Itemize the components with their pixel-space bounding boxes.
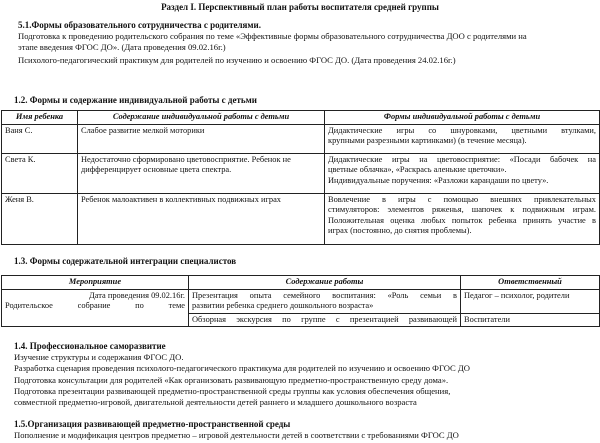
forms-line: Вовлечение в игры с помощью внешних привлекательных <box>328 194 596 204</box>
forms-cell <box>325 124 600 153</box>
individual-work-table <box>1 110 600 245</box>
child-name-cell: Ваня С. <box>2 124 78 153</box>
section-5-1-line: этапе введения ФГОС ДО». (Дата проведения 09.02.16г.) <box>18 42 226 52</box>
section-1-3-heading: 1.3. Формы содержательной интеграции специалистов <box>14 256 237 266</box>
section-1-4-line: Подготовка презентации развивающей предметно-пространственной среды группы как условия обеспечения общения, <box>14 386 451 396</box>
section-1-4-line: Разработка сценария проведения психолого-педагогического практикума для родителей по изучению и освоению ФГОС ДО <box>14 363 470 373</box>
section-1-4-heading: 1.4. Профессиональное саморазвитие <box>14 341 166 351</box>
content-line: развитии ребенка среднего дошкольного возраста» <box>192 301 374 310</box>
child-name-cell: Света К. <box>2 153 78 193</box>
table-row <box>2 289 600 313</box>
forms-line: Индивидуальные поручения: «Разложи карандаши по цвету». <box>328 175 549 185</box>
content-cell <box>189 313 461 327</box>
forms-line: цветные облачка», «Раскрась аленькие цветочки». <box>328 165 507 174</box>
content-cell: Ребенок малоактивен в коллективных подвижных играх <box>78 193 325 244</box>
forms-line: стимуляторов: элементов ряженья, шапочек к подвижным играм. <box>328 205 596 214</box>
content-line: Обзорная экскурсия по группе с презентацией развивающей <box>192 314 457 324</box>
table-row <box>2 193 600 244</box>
section-1-2-heading: 1.2. Формы и содержание индивидуальной работы с детьми <box>14 95 257 105</box>
table-header-row <box>2 276 600 290</box>
section-1-4-line: Изучение структуры и содержания ФГОС ДО. <box>14 352 184 362</box>
section-1-4-line: Подготовка консультации для родителей «Как организовать развивающую предметно-пространственную среду дома». <box>14 375 449 385</box>
event-name: Родительское собрание по теме <box>5 301 185 310</box>
forms-cell <box>325 193 600 244</box>
responsible-cell: Педагог – психолог, родители <box>461 289 600 313</box>
content-cell: Слабое развитие мелкой моторики <box>78 124 325 153</box>
section-1-5-line: Пополнение и модификация центров предметно – игровой деятельности детей в соответствии с требованиями ФГОС ДО <box>14 430 459 440</box>
section-5-1-heading: 5.1.Формы образовательного сотрудничества с родителями. <box>18 20 261 30</box>
event-date: Дата проведения 09.02.16г. <box>89 290 185 300</box>
content-cell: Недостаточно сформировано цветовосприятие. Ребенок не дифференцирует основные цвета спектра. <box>78 153 325 193</box>
child-name-cell: Женя В. <box>2 193 78 244</box>
content-line: Презентация опыта семейного воспитания: «Роль семьи в <box>192 290 457 300</box>
column-header: Имя ребенка <box>2 111 78 125</box>
section-1-4-line: совместной предметно-игровой, двигательной деятельности детей раннего и младшего дошкольного возраста <box>14 397 417 407</box>
forms-line: Дидактические игры со шнуровками, цветными втулками, <box>328 125 596 135</box>
table-row <box>2 124 600 153</box>
content-cell <box>189 289 461 313</box>
forms-line: Дидактические игры на цветовосприятие: «Посади бабочек на <box>328 154 596 164</box>
specialist-integration-table <box>1 275 600 327</box>
responsible-cell: Воспитатели <box>461 313 600 327</box>
column-header: Ответственный <box>461 276 600 290</box>
section-5-1-line: Подготовка к проведению родительского собрания по теме «Эффективные формы образовательного сотрудничества ДОО с родителями на <box>18 31 527 41</box>
forms-line: играх (постоянно, до снятия проблемы). <box>328 226 472 235</box>
column-header: Содержание индивидуальной работы с детьми <box>78 111 325 125</box>
table-header-row <box>2 111 600 125</box>
column-header: Содержание работы <box>189 276 461 290</box>
section-1-5-heading: 1.5.Организация развивающей предметно-пространственной среды <box>14 419 291 429</box>
table-row <box>2 153 600 193</box>
column-header: Мероприятие <box>2 276 189 290</box>
forms-cell <box>325 153 600 193</box>
forms-line: крупными разрезными картинками) (в течение месяца). <box>328 136 527 145</box>
section-5-1-line: Психолого-педагогический практикум для родителей по изучению и освоению ФГОС ДО. (Дата проведения 24.02.16г.) <box>18 55 456 65</box>
forms-line: Положительная оценка любых попыток ребенка принять участие в <box>328 215 596 225</box>
event-cell <box>2 289 189 327</box>
column-header: Формы индивидуальной работы с детьми <box>325 111 600 125</box>
page-title: Раздел I. Перспективный план работы воспитателя средней группы <box>161 2 439 12</box>
